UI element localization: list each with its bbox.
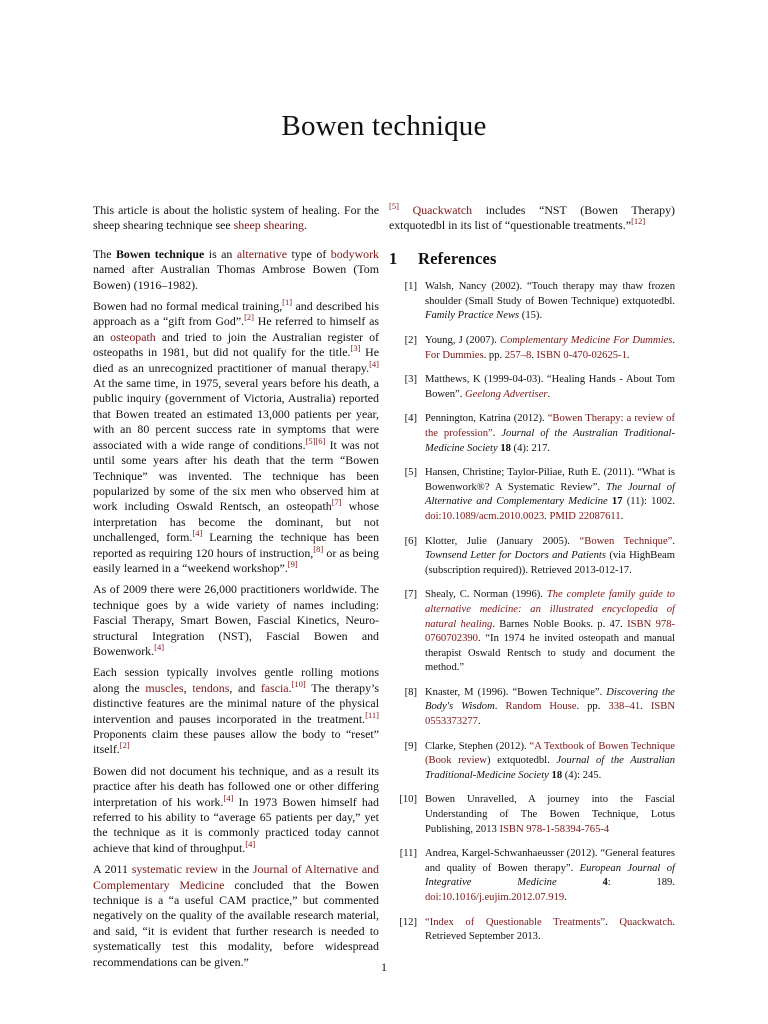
text: Learning the technique has been reported as requiring 120 hours of instruction, xyxy=(93,530,380,560)
reference-number: [9] xyxy=(404,740,417,752)
paragraph-review-continued xyxy=(389,203,675,234)
citation[interactable]: [4] xyxy=(192,528,203,539)
reference-item xyxy=(389,535,675,579)
paragraph-intro xyxy=(93,247,379,293)
reference-text: Pennington, Katrina (2012). “Bowen Therapy: a review of the profession”. Journal of the Australian Traditional-Medicine Society 18 (4): 217. xyxy=(425,413,676,454)
text: and tried to join the Australian register of osteopaths in 1981, but did not qualify for the title. xyxy=(93,329,379,360)
text xyxy=(399,203,413,217)
paragraph-documentation xyxy=(93,764,379,856)
citation[interactable]: [12] xyxy=(631,216,646,227)
citation[interactable]: [4] xyxy=(245,838,256,849)
text: named after Australian Thomas Ambrose Bowen (Tom Bowen) (1916–1982). xyxy=(93,262,379,292)
citation[interactable]: [4] xyxy=(154,642,165,652)
hatnote xyxy=(93,203,379,234)
text: The xyxy=(93,246,116,261)
text: whose interpretation has become the dominant, but not unchallenged, form. xyxy=(93,499,379,545)
reference-item xyxy=(389,373,675,402)
paragraph-review xyxy=(93,862,379,970)
reference-link[interactable]: “Bowen Technique” xyxy=(579,535,673,547)
citation[interactable]: [4] xyxy=(223,792,234,803)
reference-text: Hansen, Christine; Taylor-Piliae, Ruth E. (2011). “What is Bowenwork®? A Systematic Review”. The Journal of Alternative and Complementary Medicine 17 (11): 1002. doi:10.1089/acm.2010.0023. PMID 22087611. xyxy=(425,467,675,522)
reference-text: Bowen Unravelled, A journey into the Fascial Understanding of The Bowen Technique, Lotus Publishing, 2013 ISBN 978-1-58394-765-4 xyxy=(425,794,675,835)
text: Each session typically involves gentle rolling motions along the xyxy=(93,665,379,695)
text: , xyxy=(183,680,193,695)
text: and described his approach as a “gift from God”. xyxy=(93,299,379,329)
link-quackwatch[interactable]: Quackwatch xyxy=(412,203,473,217)
section-number: 1 xyxy=(389,248,398,268)
text: He died as an unrecognized practitioner of manual therapy. xyxy=(93,345,379,375)
reference-text: Klotter, Julie (January 2005). “Bowen Technique”. Townsend Letter for Doctors and Patients (via HighBeam (subscription required)). Retrieved 2013-012-17. xyxy=(425,535,676,576)
reference-text: “Index of Questionable Treatments”. Quackwatch. Retrieved September 2013. xyxy=(425,916,675,943)
reference-item xyxy=(389,740,675,784)
text: It was not until some years after his death that the term “Bowen Technique” was invented. The technique has been popularized by some of the six men who observed him at work including Oswald Rentsch, an osteopath xyxy=(93,437,379,514)
reference-number: [2] xyxy=(404,335,417,346)
citation[interactable]: [5] xyxy=(389,201,399,212)
reference-link[interactable]: Geelong Advertiser xyxy=(465,388,548,400)
reference-text: Walsh, Nancy (2002). “Touch therapy may thaw frozen shoulder (Small Study of Bowen Technique) extquotedbl. Family Practice News (15). xyxy=(425,281,675,322)
text: At the same time, in 1975, several years before his death, a public inquiry (government of Victoria, Australia) reported that Bowen treated an estimated 13,000 patients per year, with an 80 percent success rate in symptoms that were associated with a wide range of conditions. xyxy=(93,376,379,452)
reference-text: Knaster, M (1996). “Bowen Technique”. Discovering the Body's Wisdom. Random House. pp. 338–41. ISBN 0553373277. xyxy=(425,686,676,728)
link-muscles[interactable]: muscles xyxy=(145,680,184,695)
text: in the xyxy=(217,862,253,877)
bold-term: Bowen technique xyxy=(115,246,205,261)
reference-link[interactable]: 338–41 xyxy=(608,701,641,713)
page-number: 1 xyxy=(381,960,387,974)
reference-text: Shealy, C. Norman (1996). The complete family guide to alternative medicine: an illustrated encyclopedia of natural healing. Barnes Noble Books. p. 47. ISBN 978-0760702390. “In 1974 he invited osteopath and manual therapist Oswald Rentsch to study and document the method.” xyxy=(425,589,676,674)
citation[interactable]: [4] xyxy=(369,358,379,369)
reference-link[interactable]: “Bowen Therapy: a review of the profession” xyxy=(425,413,676,439)
reference-item xyxy=(389,466,675,524)
reference-text: Andrea, Kargel-Schwanhaeusser (2012). “General features and quality of Bowen therapy”. European Journal of Integrative Medicine 4: 189. doi:10.1016/j.eujim.2012.07.919. xyxy=(425,848,675,903)
references-list xyxy=(389,280,675,945)
reference-item xyxy=(389,847,675,905)
text: Bowen did not document his technique, and as a result its practice after his death has followed one or other differing interpretation of his work. xyxy=(93,763,379,809)
text: or as being easily learned in a “weekend workshop”. xyxy=(93,545,379,575)
left-column xyxy=(93,203,379,976)
citation[interactable]: [11] xyxy=(365,709,379,720)
text: Proponents claim these pauses allow the body to “reset” itself. xyxy=(93,727,379,757)
reference-number: [11] xyxy=(399,848,417,860)
reference-item xyxy=(389,280,675,324)
citation[interactable]: [10] xyxy=(291,678,306,689)
isbn-link[interactable]: ISBN 978-1-58394-765-4 xyxy=(499,823,610,835)
link-sheep-shearing[interactable]: sheep shearing xyxy=(233,218,304,233)
reference-number: [12] xyxy=(399,916,417,928)
isbn-link[interactable]: ISBN 0553373277 xyxy=(425,701,676,728)
paragraph-practitioners xyxy=(93,582,379,659)
link-osteopath[interactable]: osteopath xyxy=(110,329,156,344)
reference-link[interactable]: “A Textbook of Bowen Technique ( xyxy=(425,740,675,767)
reference-number: [10] xyxy=(399,794,417,806)
text: concluded that the Bowen technique is a “a useful CAM practice,” but commented negatively on the quality of the available research material, and said, “it is evident that further research is needed to systematically test this modality, before widespread recommendations can be given.” xyxy=(93,877,379,969)
text: . xyxy=(288,680,292,695)
section-title: References xyxy=(418,248,497,268)
citation[interactable]: [9] xyxy=(287,558,298,569)
right-column xyxy=(389,203,675,955)
text: In 1973 Bowen himself had referred to his ability to “average 65 patients per day,” yet the technique as it is commonly practiced today cannot achieve that kind of throughput. xyxy=(93,794,379,855)
section-heading-references xyxy=(389,248,675,268)
text: Bowen had no formal medical training, xyxy=(93,299,283,314)
citation[interactable]: [1] xyxy=(282,297,293,308)
text: type of xyxy=(287,246,331,261)
reference-item xyxy=(389,588,675,676)
reference-item xyxy=(389,686,675,730)
citation[interactable]: [7] xyxy=(331,497,342,508)
page-title: Bowen technique xyxy=(281,110,487,142)
link-systematic-review[interactable]: systematic review xyxy=(131,862,218,877)
citation[interactable]: [2] xyxy=(119,740,130,751)
isbn-link[interactable]: ISBN 978-0760702390 xyxy=(425,618,676,645)
text: includes “NST (Bowen Therapy) extquotedbl in its list of “questionable treatments.” xyxy=(389,203,675,233)
citation[interactable]: [8] xyxy=(313,543,324,554)
text: As of 2009 there were 26,000 practitioners worldwide. The technique goes by a wide variety of names including: Fascial Therapy, Smart Bowen, Fascial Kinetics, Neuro-structural Integration (NST), Fascial Bowen and Bowenwork. xyxy=(93,582,379,658)
link-tendons[interactable]: tendons xyxy=(192,680,230,695)
reference-text: Matthews, K (1999-04-03). “Healing Hands - About Tom Bowen”. Geelong Advertiser. xyxy=(425,374,675,400)
pmid-link[interactable]: PMID 22087611 xyxy=(549,510,621,522)
reference-number: [1] xyxy=(404,281,417,293)
reference-link[interactable]: The complete family guide to alternative medicine: an illustrated encyclopedia of natural healing xyxy=(425,589,675,630)
reference-link[interactable]: Book review xyxy=(428,755,487,767)
reference-number: [3] xyxy=(404,374,417,386)
reference-link[interactable]: Complementary Medicine For Dummies xyxy=(499,335,673,346)
text: He referred to himself as an xyxy=(93,314,379,344)
reference-number: [5] xyxy=(404,467,417,479)
isbn-link[interactable]: ISBN 0-470-02625-1 xyxy=(536,349,627,361)
reference-item xyxy=(389,334,675,363)
reference-number: [4] xyxy=(404,413,417,425)
text: A 2011 xyxy=(93,862,132,877)
reference-text: Young, J (2007). Complementary Medicine For Dummies. For Dummies. pp. 257–8. ISBN 0-470-02625-1. xyxy=(425,335,676,361)
paragraph-session xyxy=(93,665,379,757)
link-journal[interactable]: Journal of Alternative and Complementary Medicine xyxy=(93,862,379,892)
doi-link[interactable]: doi:10.1016/j.eujim.2012.07.919 xyxy=(425,892,565,903)
reference-link[interactable]: 257–8 xyxy=(504,349,532,361)
reference-item xyxy=(389,412,675,456)
text: The therapy’s distinctive features are the minimal nature of the physical intervention and pauses incorporated in the treatment. xyxy=(93,680,379,726)
link-alternative[interactable]: alternative xyxy=(236,246,288,261)
link-quackwatch[interactable]: Quackwatch xyxy=(619,916,673,928)
doi-link[interactable]: doi:10.1089/acm.2010.0023 xyxy=(425,510,545,522)
text: . xyxy=(303,218,307,233)
reference-text: Clarke, Stephen (2012). “A Textbook of Bowen Technique (Book review) extquotedbl. Journal of the Australian Traditional-Medicine Society 18 (4): 245. xyxy=(425,740,675,781)
reference-link[interactable]: For Dummies xyxy=(425,349,484,361)
hatnote-text: This article is about the holistic system of healing. For the sheep shearing technique see xyxy=(93,203,379,233)
citation[interactable]: [3] xyxy=(350,343,361,354)
reference-number: [6] xyxy=(404,535,417,547)
reference-item xyxy=(389,793,675,837)
reference-number: [8] xyxy=(404,686,417,698)
text: is an xyxy=(204,246,237,261)
link-bodywork[interactable]: bodywork xyxy=(330,246,379,261)
reference-item xyxy=(389,916,675,945)
reference-link[interactable]: Random House xyxy=(505,701,577,713)
paragraph-history xyxy=(93,299,379,576)
text: , and xyxy=(229,680,261,695)
link-fascia[interactable]: fascia xyxy=(260,680,289,695)
reference-number: [7] xyxy=(404,589,417,601)
citation[interactable]: [5][6] xyxy=(305,435,326,446)
reference-link[interactable]: “Index of Questionable Treatments” xyxy=(425,916,606,928)
citation[interactable]: [2] xyxy=(244,312,254,323)
